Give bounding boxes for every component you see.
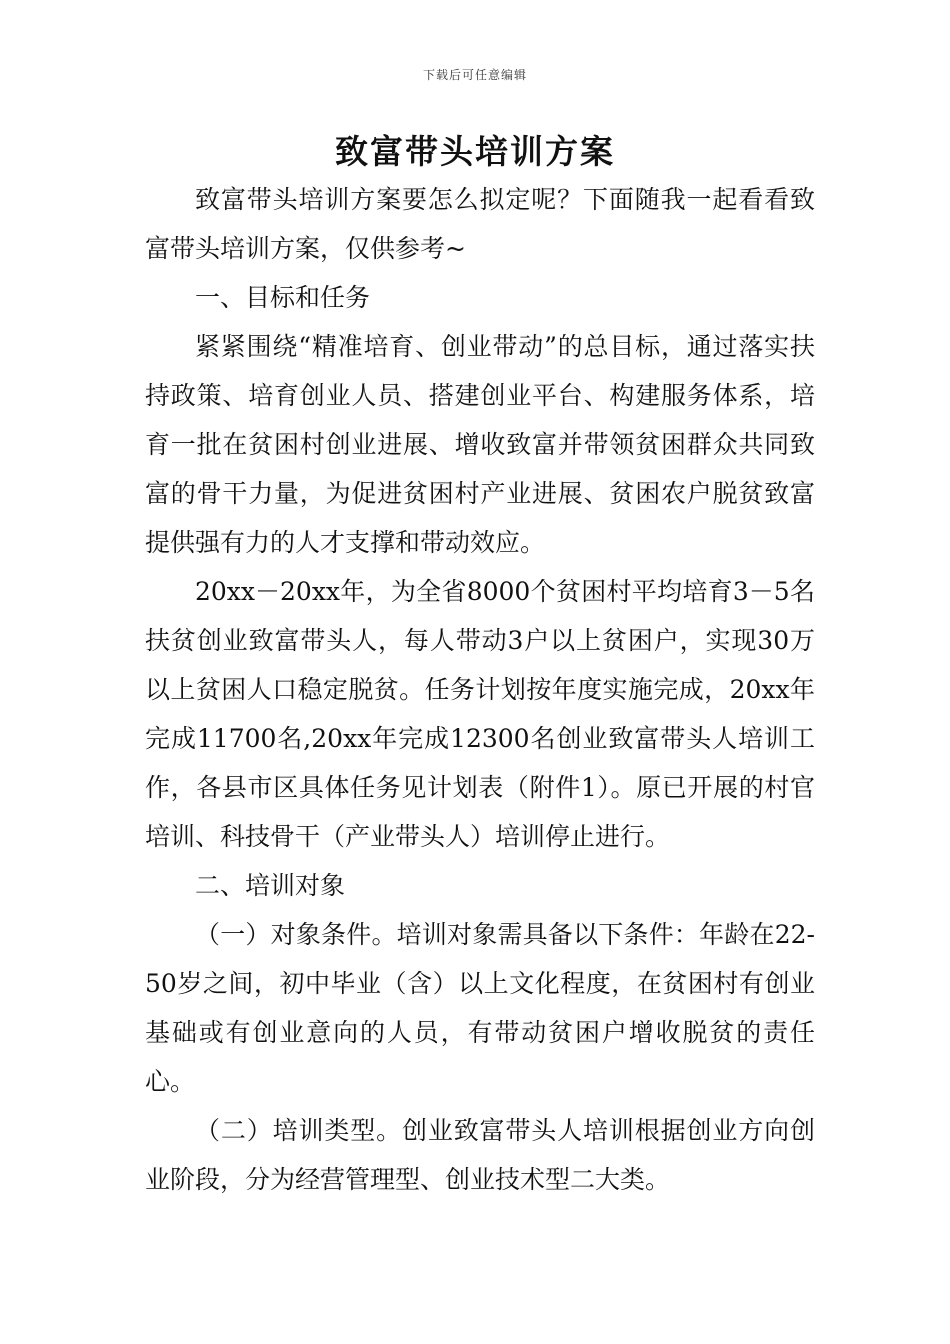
- section-heading-targets: 二、培训对象: [195, 871, 346, 900]
- document-title: 致富带头培训方案: [335, 132, 615, 171]
- goals-paragraph: 紧紧围绕“精准培育、创业带动”的总目标，通过落实扶持政策、培育创业人员、搭建创业平台、构建服务体系，培育一批在贫困村创业进展、增收致富并带领贫困群众共同致富的骨干力量，为促进贫困村产业进展、贫困农户脱贫致富提供强有力的人才支撑和带动效应。: [145, 332, 815, 557]
- tasks-paragraph: 20xx－20xx年，为全省8000个贫困村平均培育3－5名扶贫创业致富带头人，每人带动3户以上贫困户，实现30万以上贫困人口稳定脱贫。任务计划按年度实施完成，20xx年完成11700名,20xx年完成12300名创业致富带头人培训工作，各县市区具体任务见计划表（附件1）。原已开展的村官培训、科技骨干（产业带头人）培训停止进行。: [145, 577, 815, 851]
- training-types-paragraph: （二）培训类型。创业致富带头人培训根据创业方向创业阶段，分为经营管理型、创业技术型二大类。: [145, 1116, 815, 1194]
- conditions-paragraph: （一）对象条件。培训对象需具备以下条件：年龄在22-50岁之间，初中毕业（含）以上文化程度，在贫困村有创业基础或有创业意向的人员，有带动贫困户增收脱贫的责任心。: [145, 920, 815, 1096]
- header-note: 下载后可任意编辑: [422, 68, 527, 82]
- section-heading-goals: 一、目标和任务: [195, 283, 371, 312]
- intro-paragraph: 致富带头培训方案要怎么拟定呢？下面随我一起看看致富带头培训方案，仅供参考~: [145, 185, 815, 263]
- document-body: [145, 175, 815, 1204]
